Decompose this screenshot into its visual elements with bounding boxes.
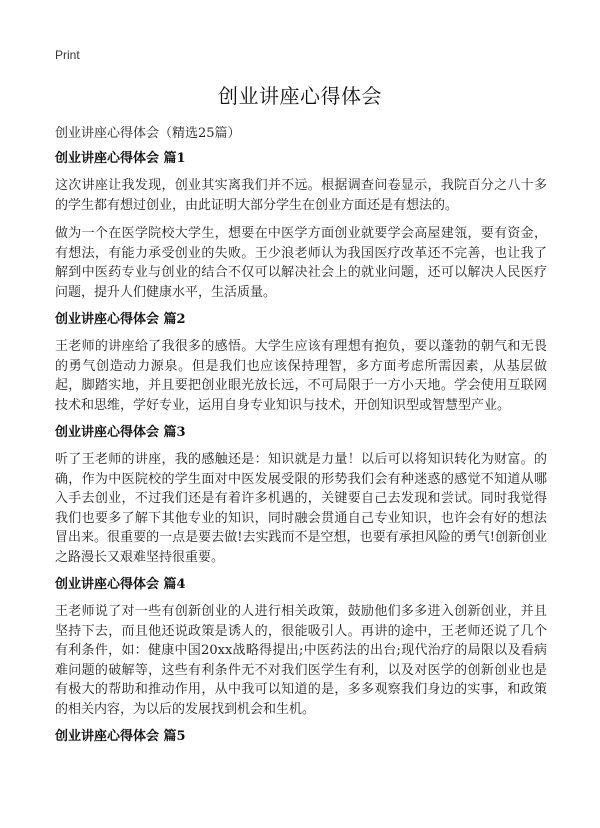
paragraph: 听了王老师的讲座，我的感触还是：知识就是力量！以后可以将知识转化为财富。的确，作为中医院校的学生面对中医发展受限的形势我们会有种迷惑的感觉不知道从哪入手去创业，不过我们还是有着许多机遇的，关键要自己去发现和尝试。同时我觉得我们也要多了解下其他专业的知识，同时融会贯通自己专业知识，也许会有好的想法冒出来。很重要的一点是要去做!去实践而不是空想，也要有承担风险的勇气!创新创业之路漫长又艰难坚持很重要。 <box>55 452 547 565</box>
section-3 <box>55 424 547 567</box>
print-link[interactable]: Print <box>55 48 80 62</box>
paragraph: 王老师说了对一些有创新创业的人进行相关政策，鼓励他们多多进入创新创业，并且坚持下去，而且他还说政策是诱人的，很能吸引人。再讲的途中，王老师还说了几个有利条件，如：健康中国20xx战略得提出;中医药法的出台;现代治疗的局限以及看病难问题的破解等，这些有利条件无不对我们医学生有利，以及对医学的创新创业也是有极大的帮助和推动作用，从中我可以知道的是，多多观察我们身边的实事，和政策的相关内容，为以后的发展找到机会和生机。 <box>55 604 547 717</box>
section-1 <box>55 150 547 302</box>
section-heading: 创业讲座心得体会 篇4 <box>55 577 186 592</box>
section-heading: 创业讲座心得体会 篇5 <box>55 729 186 744</box>
section-heading: 创业讲座心得体会 篇3 <box>55 425 186 440</box>
section-4 <box>55 576 547 719</box>
document-subtitle: 创业讲座心得体会（精选25篇） <box>55 126 241 141</box>
section-heading: 创业讲座心得体会 篇2 <box>55 312 186 327</box>
document-body <box>55 150 547 754</box>
paragraph: 王老师的讲座给了我很多的感悟。大学生应该有理想有抱负，要以蓬勃的朝气和无畏的勇气创造动力源泉。但是我们也应该保持理智，多方面考虑所需因素，从基层做起，脚踏实地，并且要把创业眼光放长远，不可局限于一方小天地。学会使用互联网技术和思维，学好专业，运用自身专业知识与技术，开创知识型或智慧型产业。 <box>55 339 547 413</box>
page-title: 创业讲座心得体会 <box>218 84 382 108</box>
paragraph: 做为一个在医学院校大学生，想要在中医学方面创业就要学会高屋建瓴，要有资金，有想法，有能力承受创业的失败。王少浪老师认为我国医疗改革还不完善，也让我了解到中医药专业与创业的结合不仅可以解决社会上的就业问题，还可以解决人民医疗问题，提升人们健康水平，生活质量。 <box>55 226 547 300</box>
section-2 <box>55 311 547 415</box>
section-heading: 创业讲座心得体会 篇1 <box>55 151 186 166</box>
section-5 <box>55 728 547 746</box>
paragraph: 这次讲座让我发现，创业其实离我们并不远。根据调查问卷显示，我院百分之八十多的学生都有想过创业，由此证明大部分学生在创业方面还是有想法的。 <box>55 178 547 213</box>
